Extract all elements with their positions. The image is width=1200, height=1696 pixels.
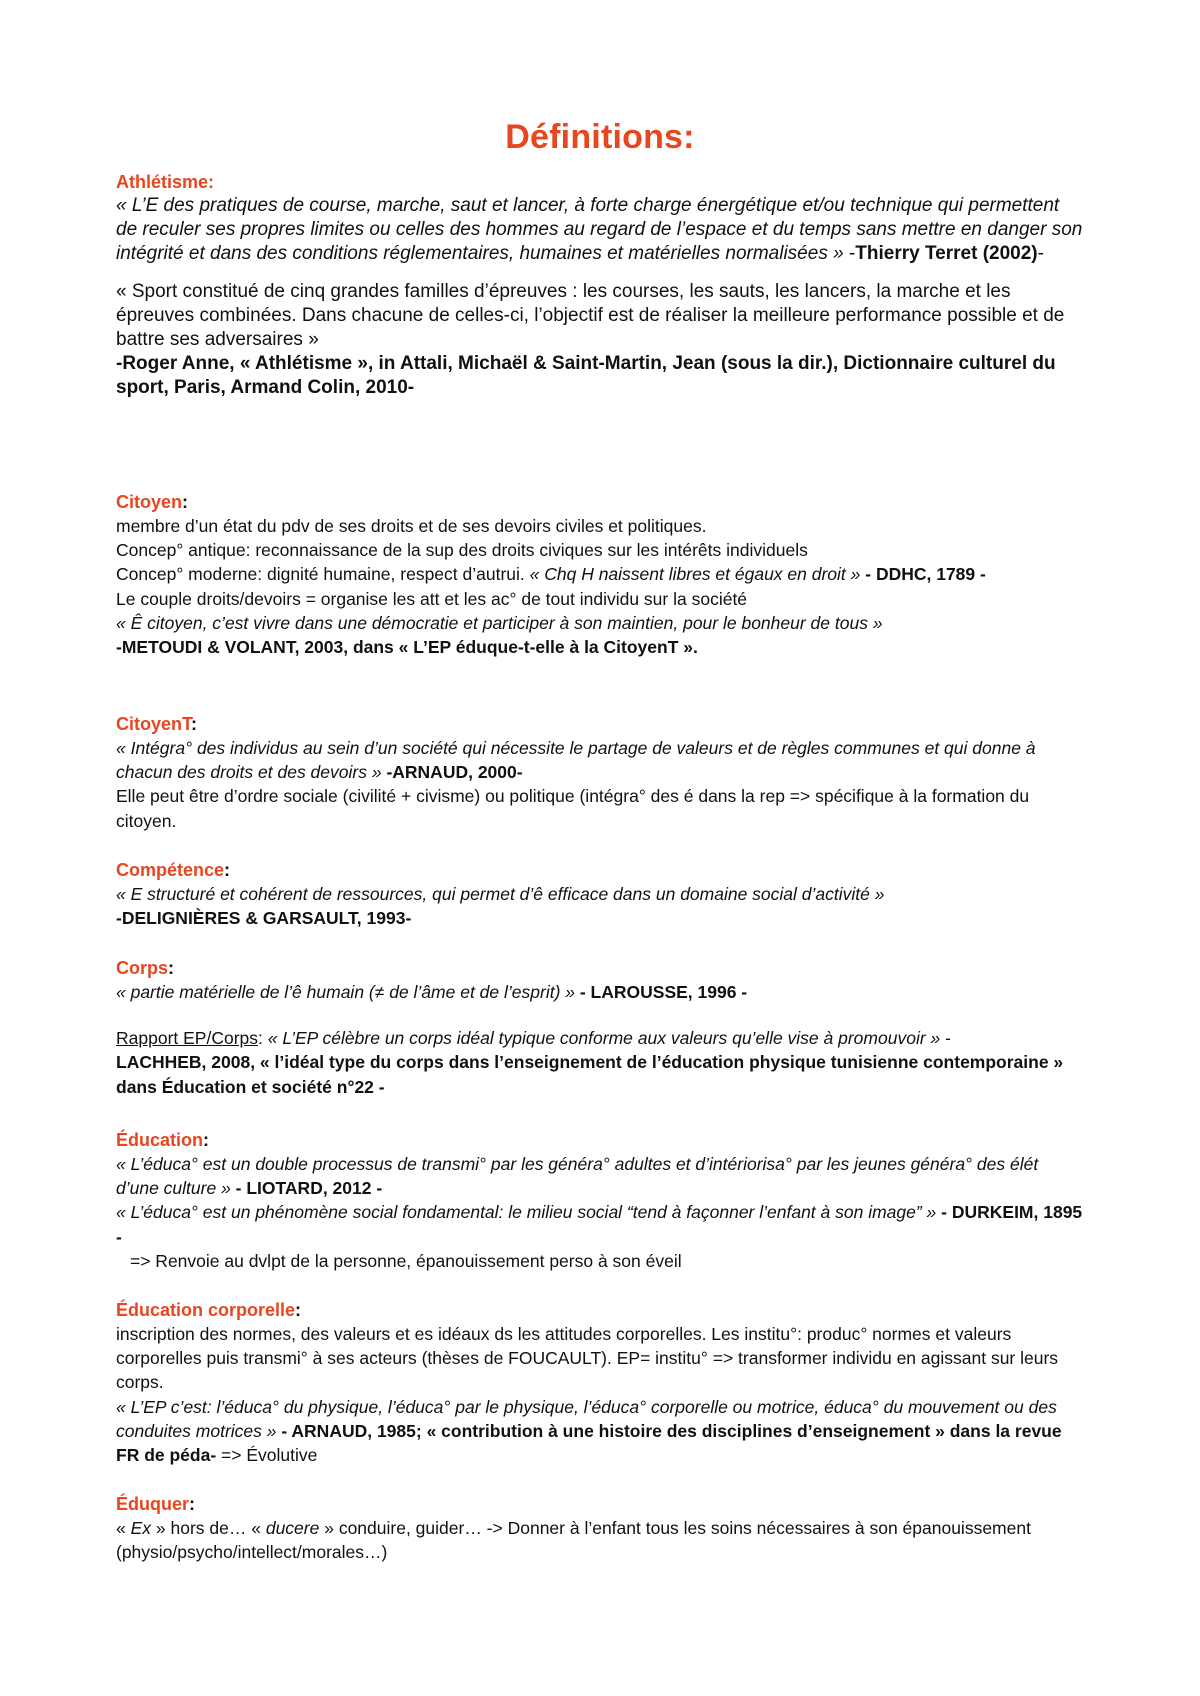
competence-quote [116, 882, 1084, 906]
heading-competence [116, 858, 1084, 882]
citoyen-line: Concep° antique: reconnaissance de la sup des droits civiques sur les intérêts individuels [116, 540, 808, 561]
education-corporelle-text: inscription des normes, des valeurs et es idéaux ds les attitudes corporelles. Les institu°: produc° normes et valeurs corporelles puis transmi° à ses acteurs (thèses de FOUCAULT). EP= institu° => transformer individu en agissant sur leurs corps. [116, 1324, 1059, 1393]
quote-text: « L’EP célèbre un corps idéal typique conforme aux valeurs qu’elle vise à promouvoir » [267, 1028, 941, 1049]
quote-text: « L’EP c’est: l’éduca° du physique, l’éduca° par le physique, l’éduca° corporelle ou motrice, éduca° du mouvement ou des conduites motrices » [116, 1396, 1057, 1441]
corps-rapport [116, 1026, 1084, 1050]
author: -ARNAUD, 2000- [381, 762, 523, 783]
citoyen-line: Le couple droits/devoirs = organise les att et les ac° de tout individu sur la société [116, 588, 748, 609]
latin-term: Ex [130, 1518, 152, 1538]
section-corps [116, 956, 1084, 1099]
heading-label: Compétence [116, 860, 225, 880]
heading-label: Éducation [116, 1130, 204, 1150]
author: - ARNAUD, 1985; « contribution à une histoire des disciplines d’enseignement » dans la revue FR de péda- [116, 1420, 1062, 1466]
heading-colon: : [203, 1130, 210, 1150]
heading-label: Citoyen [116, 492, 183, 512]
text: » hors de… « [151, 1518, 266, 1538]
text: Concep° moderne: dignité humaine, respect d’autrui. [116, 564, 530, 585]
section-citoyen [116, 490, 1084, 659]
corps-quote [116, 980, 1084, 1004]
education-note: => Renvoie au dvlpt de la personne, épanouissement perso à son éveil [130, 1250, 682, 1271]
athletisme-quote-anne: « Sport constitué de cinq grandes familles d’épreuves : les courses, les sauts, les lancers, la marche et les épreuves combinées. Dans chacune de celles-ci, l’objectif est de réaliser la meilleure performance possible et de battre ses adversaires » [116, 281, 1065, 350]
text: » conduire, guider… -> Donner à l’enfant tous les soins nécessaires à son épanouissement (physio/psycho/intellect/morales…) [116, 1518, 1031, 1563]
heading-colon: : [168, 958, 175, 978]
quote-text: « Ê citoyen, c’est vivre dans une démocratie et participer à son maintien, pour le bonheur de tous » [116, 612, 883, 633]
heading-colon: : [182, 492, 189, 512]
heading-education-corporelle [116, 1298, 1084, 1322]
competence-source: -DELIGNIÈRES & GARSAULT, 1993- [116, 908, 412, 929]
citoyen-quote [116, 611, 1084, 635]
quote-text: « Intégra° des individus au sein d’un société qui nécessite le partage de valeurs et de règles communes et qui donne à chacun des droits et des devoirs » [116, 738, 1036, 783]
quote-text: « E structuré et cohérent de ressources, qui permet d’ê efficace dans un domaine social d’activité » [116, 884, 885, 904]
education-quote-liotard [116, 1152, 1084, 1200]
education-quote-durkeim [116, 1200, 1084, 1248]
heading-citoyent [116, 712, 1084, 736]
author: - LAROUSSE, 1996 - [575, 982, 748, 1002]
citoyen-line [116, 562, 1084, 586]
heading-education [116, 1128, 1084, 1152]
quote-text: « Chq H naissent libres et égaux en droit » [529, 564, 861, 585]
heading-corps [116, 956, 1084, 980]
education-corporelle-quote [116, 1395, 1084, 1468]
heading-colon: : [191, 714, 198, 734]
citoyent-quote [116, 736, 1084, 784]
corps-rapport-source: LACHHEB, 2008, « l’idéal type du corps dans l’enseignement de l’éducation physique tunisienne contemporaine » dans Éducation et société n°22 - [116, 1052, 1064, 1097]
citoyent-text: Elle peut être d’ordre sociale (civilité + civisme) ou politique (intégra° des é dans la rep => spécifique à la formation du citoyen. [116, 786, 1030, 831]
author: - DDHC, 1789 - [860, 564, 986, 585]
athletisme-quote-terret [116, 194, 1084, 266]
heading-label: CitoyenT [116, 714, 192, 734]
separator: - [1037, 243, 1044, 264]
separator: - [843, 243, 856, 264]
heading-citoyen [116, 490, 1084, 514]
section-citoyent [116, 712, 1084, 833]
quote-text: « L’éduca° est un double processus de transmi° par les généra° adultes et d’intériorisa° par les jeunes généra° des élét d’une culture » [116, 1154, 1039, 1199]
quote-text: « L’E des pratiques de course, marche, saut et lancer, à forte charge énergétique et/ou technique qui permettent de reculer ses propres limites ou celles des hommes au regard de l’espace et du temps sans mettre en danger son intégrité et dans des conditions réglementaires, humaines et matérielles normalisées » [116, 195, 1083, 264]
citoyen-line: membre d’un état du pdv de ses droits et de ses devoirs civiles et politiques. [116, 516, 707, 536]
heading-colon: : [295, 1300, 302, 1320]
heading-colon: : [224, 860, 231, 880]
page-title: Définitions: [505, 118, 695, 156]
heading-eduquer [116, 1492, 1084, 1516]
author: Thierry Terret (2002) [855, 243, 1038, 264]
section-eduquer [116, 1492, 1084, 1564]
quote-text: « L’éduca° est un phénomène social fondamental: le milieu social “tend à façonner l’enfant à son image” » [116, 1202, 937, 1223]
heading-colon: : [189, 1494, 196, 1514]
latin-term: ducere [265, 1518, 320, 1538]
section-education [116, 1128, 1084, 1273]
separator: - [940, 1028, 951, 1049]
text: => Évolutive [216, 1445, 318, 1466]
text: « [116, 1518, 131, 1538]
rapport-label: Rapport EP/Corps [116, 1028, 259, 1049]
author: - LIOTARD, 2012 - [230, 1178, 383, 1199]
heading-athletisme: Athlétisme: [116, 172, 215, 192]
citoyen-source: -METOUDI & VOLANT, 2003, dans « L’EP éduque-t-elle à la CitoyenT ». [116, 637, 698, 658]
section-education-corporelle [116, 1298, 1084, 1467]
section-athletisme [116, 170, 1084, 400]
separator: : [258, 1028, 268, 1049]
eduquer-text [116, 1516, 1084, 1564]
heading-label: Éducation corporelle [116, 1300, 296, 1320]
author: - DURKEIM, 1895 - [116, 1202, 1083, 1247]
athletisme-source-anne: -Roger Anne, « Athlétisme », in Attali, Michaël & Saint-Martin, Jean (sous la dir.), Dictionnaire culturel du sport, Paris, Armand Colin, 2010- [116, 353, 1056, 398]
heading-label: Éduquer [116, 1494, 190, 1514]
heading-label: Corps [116, 958, 169, 978]
section-competence [116, 858, 1084, 930]
quote-text: « partie matérielle de l’ê humain (≠ de l’âme et de l’esprit) » [116, 982, 575, 1002]
